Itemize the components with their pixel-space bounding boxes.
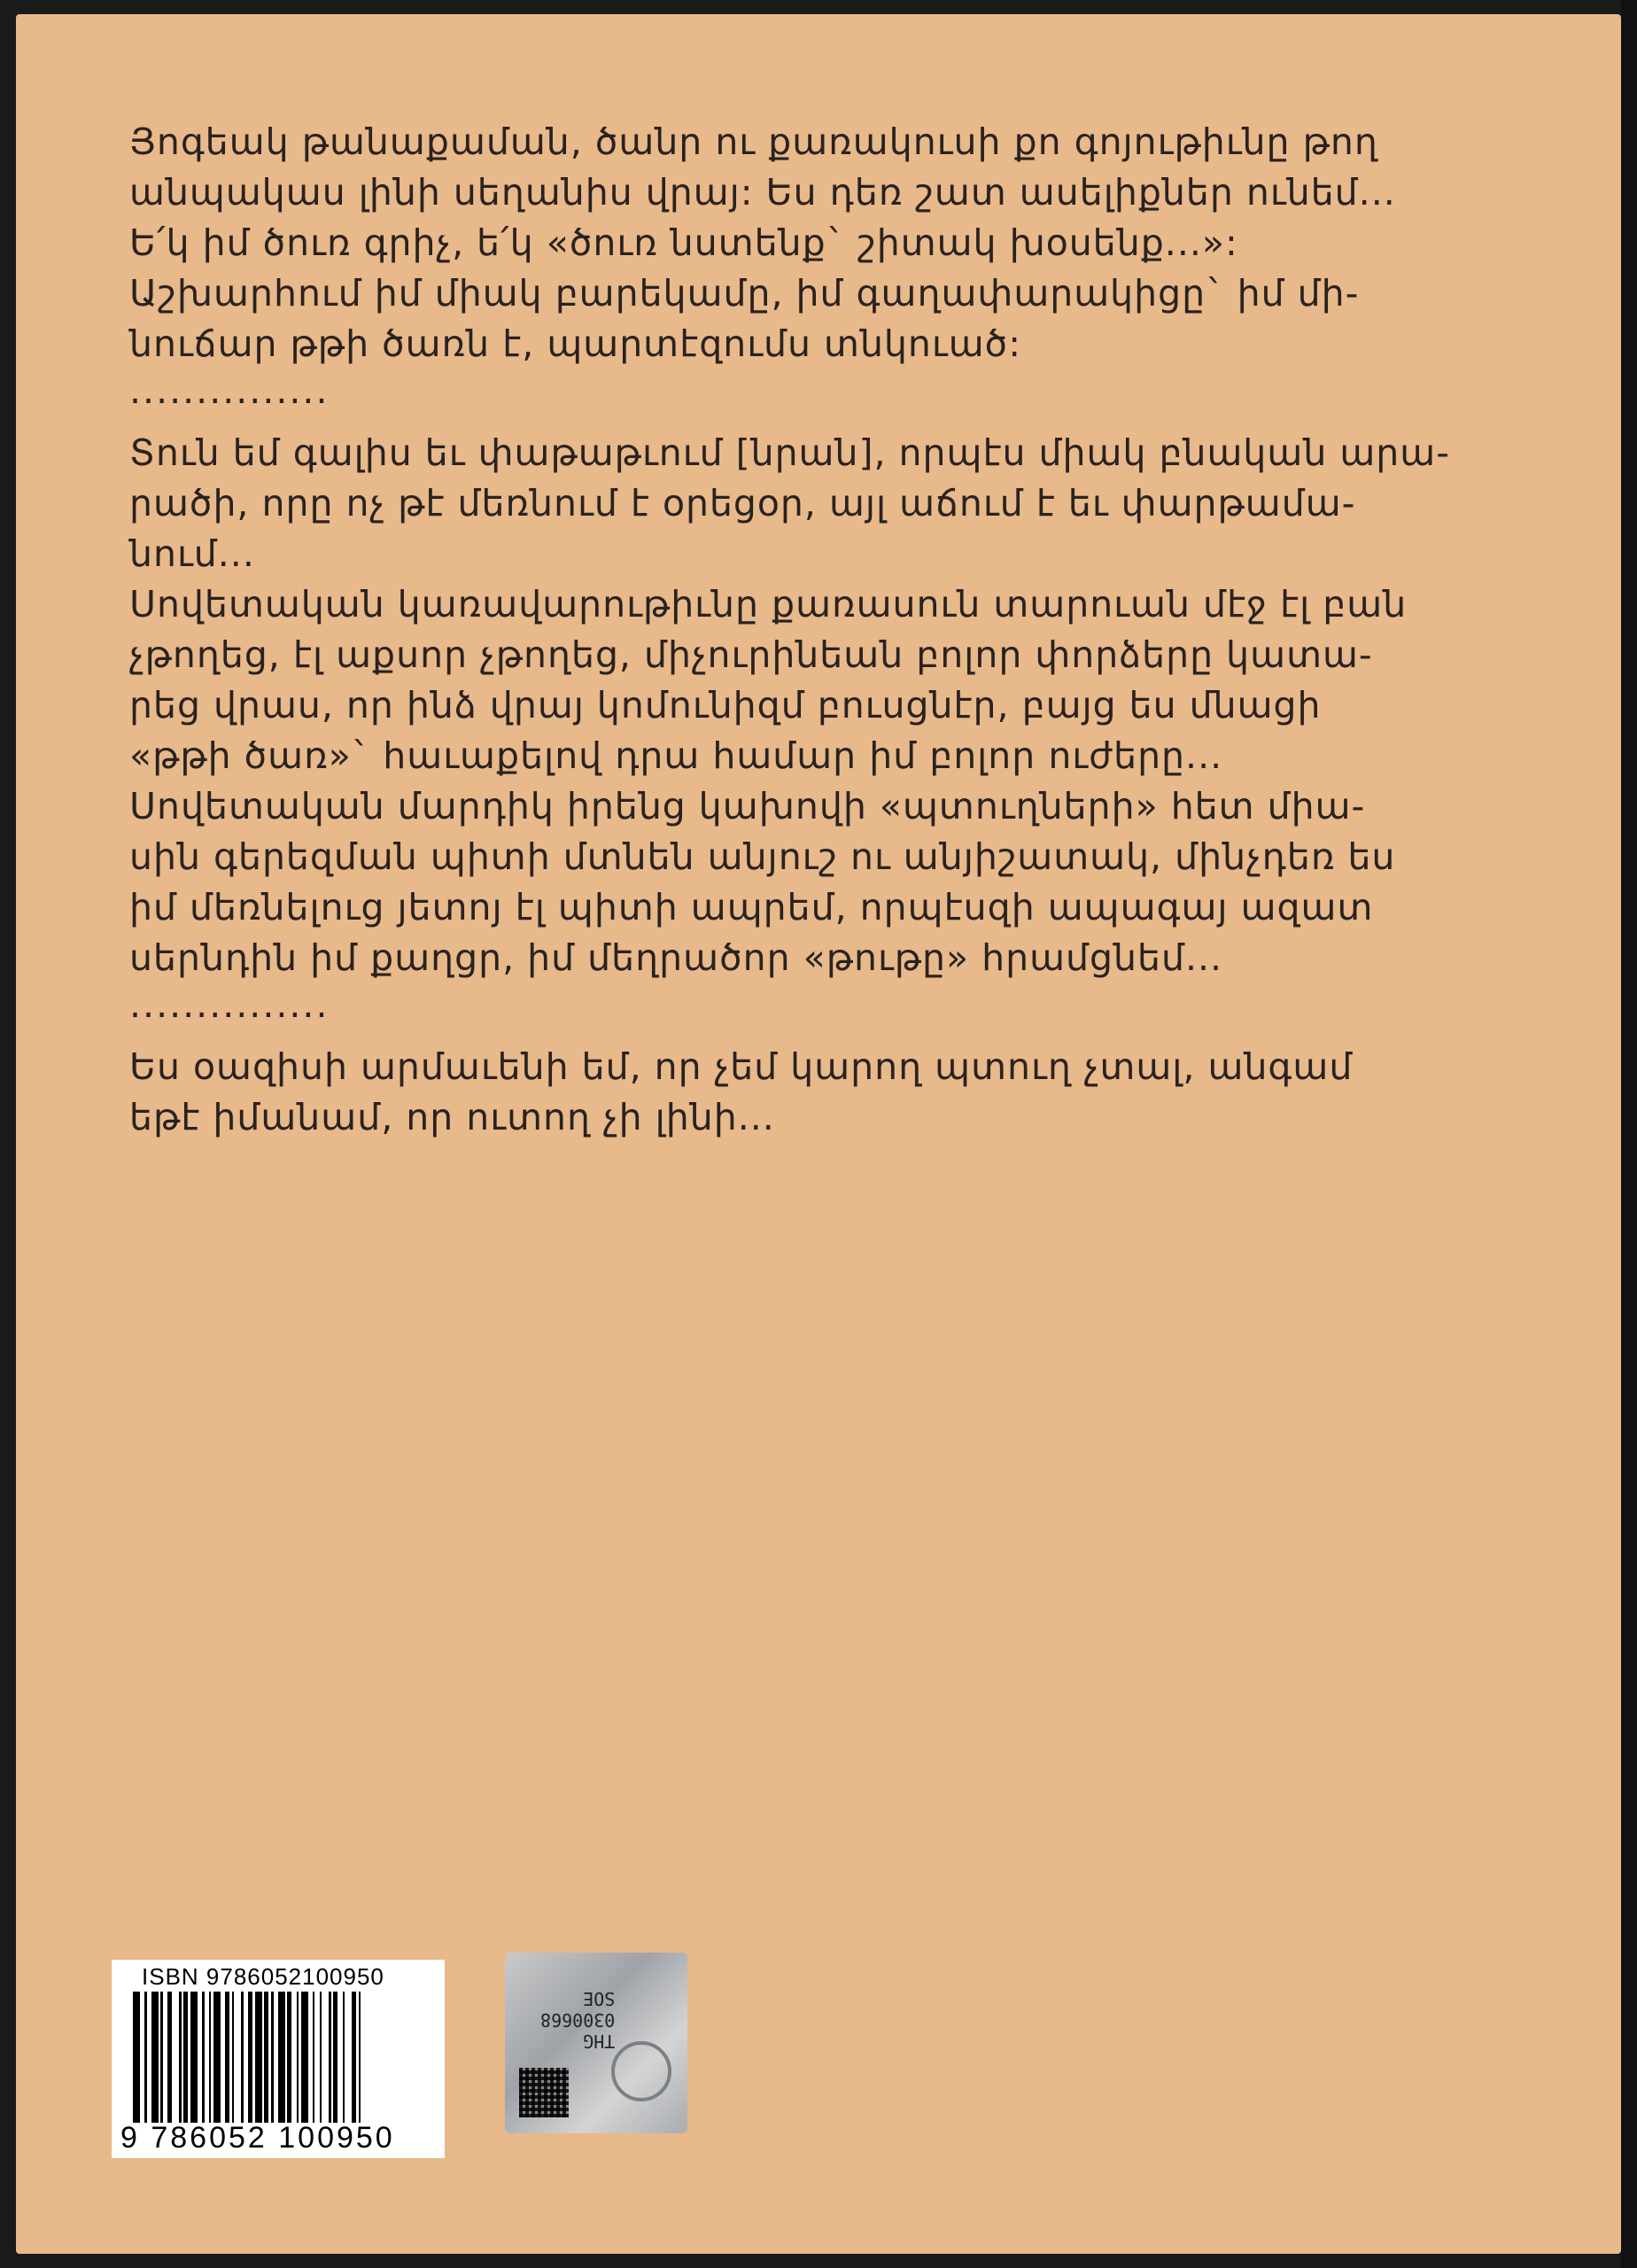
barcode-bar: [320, 1992, 322, 2123]
sticker-code: [540, 1988, 615, 2052]
barcode-bar: [167, 1992, 172, 2123]
text-line: սերնդին իմ քաղցր, իմ մեղրածոր «թութը» հրամցնեմ...: [129, 936, 1223, 979]
barcode-bar: [248, 1992, 252, 2123]
text-line: Ե՛կ իմ ծուռ գրիչ, ե՛կ «ծուռ նստենք` շիտակ խօսենք...»:: [129, 221, 1238, 264]
emblem-icon: [611, 2041, 671, 2101]
barcode-bar: [313, 1992, 315, 2123]
barcode-bar: [264, 1992, 268, 2123]
book-back-cover: [16, 14, 1621, 2254]
isbn-barcode: [112, 1960, 445, 2158]
sticker-line: SOE: [583, 1988, 616, 2009]
barcode-bar: [225, 1992, 229, 2123]
barcode-bar: [213, 1992, 221, 2123]
barcode-bar: [209, 1992, 212, 2123]
barcode-bar: [144, 1992, 147, 2123]
text-line: Յոգեակ թանաքաման, ծանր ու քառակուսի քո գոյութիւնը թող: [129, 120, 1378, 163]
text-line: «թթի ծառ»` հաւաքելով դրա համար իմ բոլոր ուժերը...: [129, 734, 1223, 777]
blurb-text: [129, 117, 1450, 1143]
text-line: րեց վրաս, որ ինձ վրայ կոմունիզմ բուսցնէր, բայց ես մնացի: [129, 684, 1322, 726]
text-line: իմ մեռնելուց յետոյ էլ պիտի ապրեմ, որպէսզի ապագայ ազատ: [129, 886, 1374, 928]
barcode-bar: [343, 1992, 345, 2123]
barcode-bar: [352, 1992, 356, 2123]
barcode-bar: [241, 1992, 244, 2123]
barcode-bar: [179, 1992, 182, 2123]
barcode-bar: [297, 1992, 299, 2123]
barcode-bar: [232, 1992, 235, 2123]
barcode-bar: [151, 1992, 159, 2123]
text-line: անպակաս լինի սեղանիս վրայ: Ես դեռ շատ ասելիքներ ունեմ...: [129, 171, 1396, 214]
barcode-bar: [301, 1992, 308, 2123]
text-line: Ես օազիսի արմաւենի եմ, որ չեմ կարող պտուղ չտալ, անգամ: [129, 1045, 1354, 1088]
barcode-bars: [133, 1992, 425, 2123]
text-line: նում...: [129, 532, 255, 575]
scan-edge: [1621, 0, 1637, 2268]
text-line: չթողեց, էլ աքսոր չթողեց, միչուրինեան բոլոր փորձերը կատա-: [129, 633, 1373, 676]
qr-code-icon: [519, 2068, 569, 2117]
text-line: նուճար թթի ծառն է, պարտէզումս տնկուած:: [129, 322, 1022, 365]
barcode-bar: [202, 1992, 205, 2123]
isbn-label: ISBN 9786052100950: [142, 1963, 384, 1990]
dot-separator: ...............: [129, 983, 330, 1026]
barcode-bar: [271, 1992, 274, 2123]
text-line: Աշխարհում իմ միակ բարեկամը, իմ գաղափարակիցը` իմ մի-: [129, 272, 1360, 315]
barcode-bar: [329, 1992, 331, 2123]
isbn-digits: 9 786052 100950: [120, 2121, 395, 2155]
text-line: եթէ իմանամ, որ ուտող չի լինի...: [129, 1096, 775, 1138]
text-line: Սովետական մարդիկ իրենց կախովի «պտուղների» հետ միա-: [129, 785, 1366, 827]
barcode-bar: [359, 1992, 361, 2123]
hologram-sticker: [505, 1953, 687, 2133]
text-line: րածի, որը ոչ թէ մեռնում է օրեցօր, այլ աճում է եւ փարթամա-: [129, 482, 1356, 524]
barcode-bar: [278, 1992, 285, 2123]
sticker-line: THG: [583, 2031, 616, 2052]
barcode-bar: [333, 1992, 337, 2123]
sticker-line: 0300668: [540, 2009, 616, 2031]
text-line: սին գերեզման պիտի մտնեն անյուշ ու անյիշատակ, մինչդեռ ես: [129, 835, 1396, 878]
barcode-bar: [287, 1992, 291, 2123]
barcode-bar: [255, 1992, 262, 2123]
text-line: Տուն եմ գալիս եւ փաթաթւում [նրան], որպէս միակ բնական արա-: [129, 431, 1450, 474]
barcode-bar: [133, 1992, 140, 2123]
text-line: Սովետական կառավարութիւնը քառասուն տարուան մէջ էլ բան: [129, 583, 1408, 625]
barcode-bar: [160, 1992, 163, 2123]
dot-separator: ...............: [129, 369, 330, 412]
barcode-bar: [190, 1992, 198, 2123]
barcode-bar: [183, 1992, 188, 2123]
